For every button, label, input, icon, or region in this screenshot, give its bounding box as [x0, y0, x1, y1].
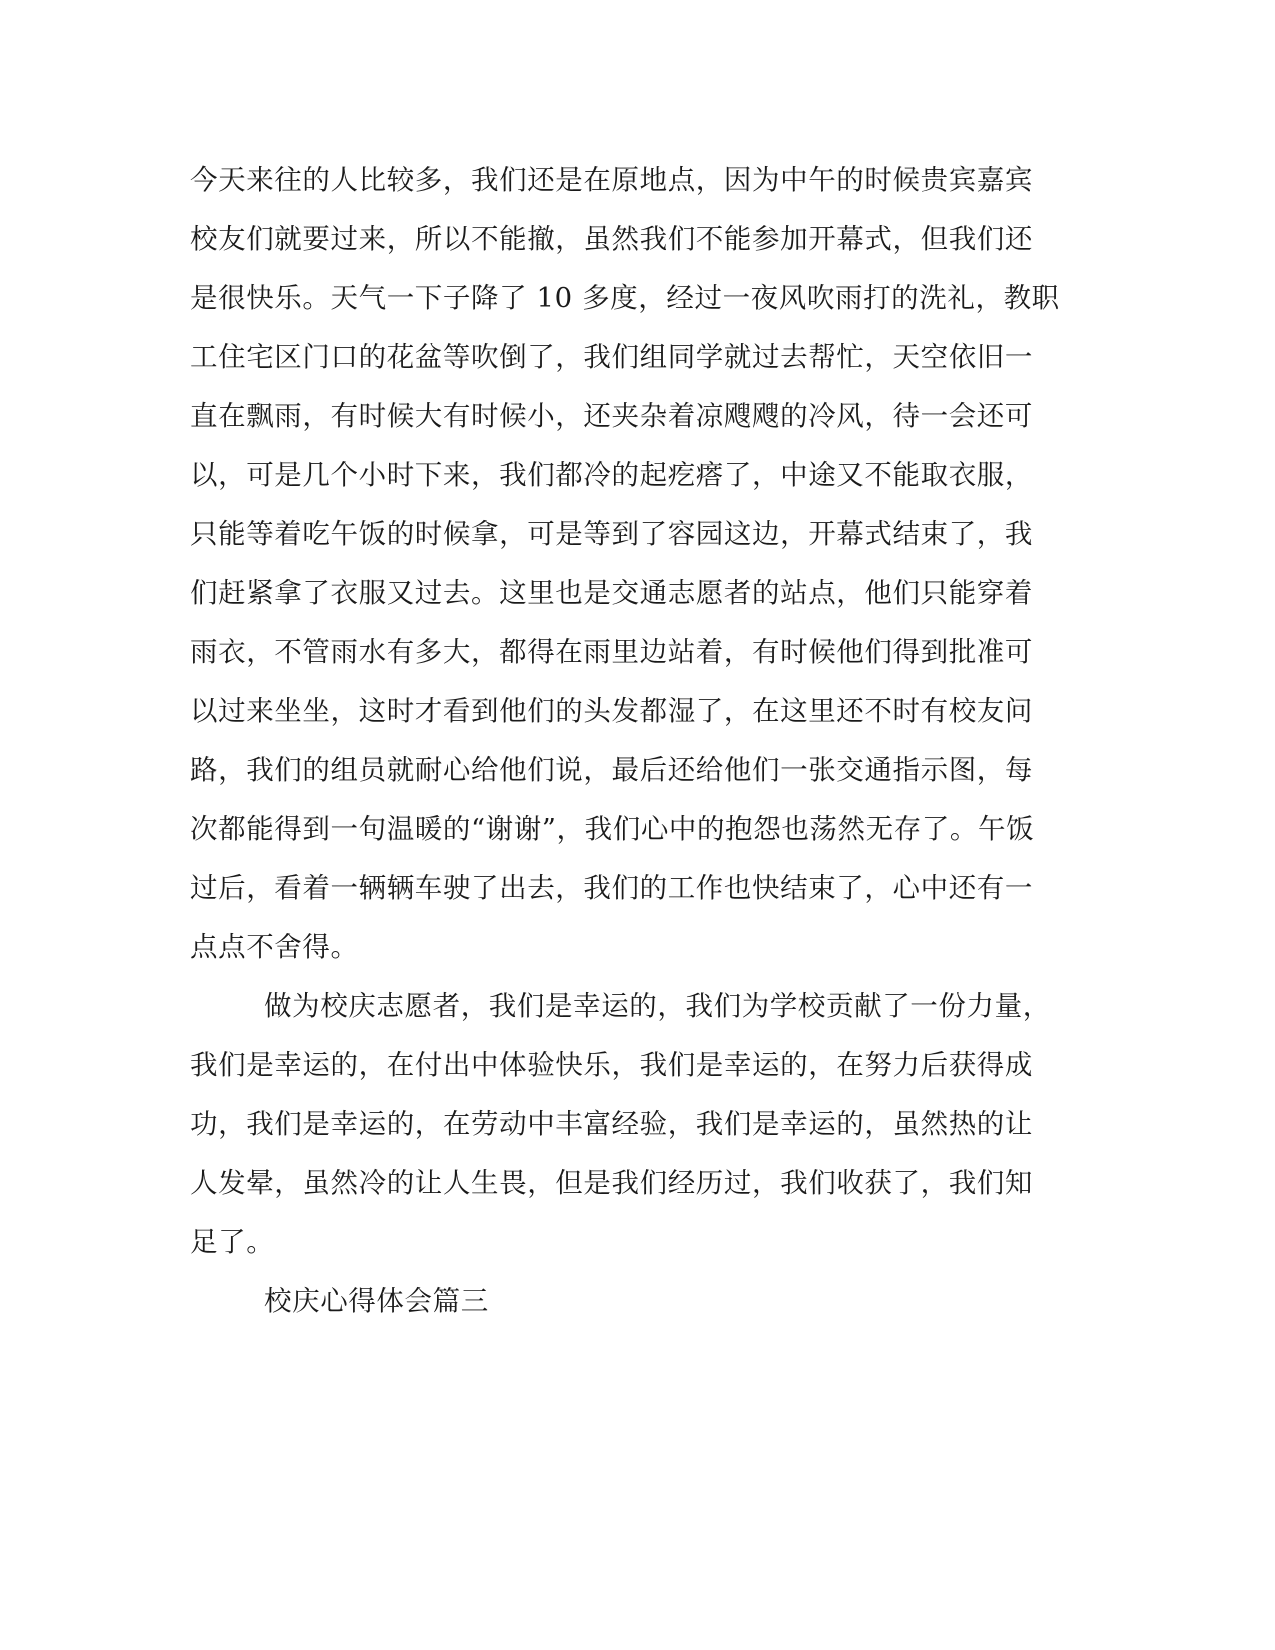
paragraph-line: 点点不舍得。: [190, 931, 359, 963]
paragraph-line: 校友们就要过来，所以不能撤，虽然我们不能参加开幕式，但我们还: [190, 223, 1033, 255]
paragraph-line: 是很快乐。天气一下子降了 10 多度，经过一夜风吹雨打的洗礼，教职: [190, 282, 1060, 314]
paragraph-line: 路，我们的组员就耐心给他们说，最后还给他们一张交通指示图，每: [190, 754, 1033, 786]
paragraph-line: 以，可是几个小时下来，我们都冷的起疙瘩了，中途又不能取衣服，: [190, 459, 1033, 491]
paragraph-line: 们赶紧拿了衣服又过去。这里也是交通志愿者的站点，他们只能穿着: [190, 577, 1033, 609]
paragraph-line: 工住宅区门口的花盆等吹倒了，我们组同学就过去帮忙，天空依旧一: [190, 341, 1033, 373]
paragraph-line: 次都能得到一句温暖的“谢谢”，我们心中的抱怨也荡然无存了。午饭: [190, 813, 1035, 845]
section-heading: 校庆心得体会篇三: [264, 1285, 489, 1317]
paragraph-line: 以过来坐坐，这时才看到他们的头发都湿了，在这里还不时有校友问: [190, 695, 1033, 727]
paragraph-line: 功，我们是幸运的，在劳动中丰富经验，我们是幸运的，虽然热的让: [190, 1108, 1033, 1140]
paragraph-line: 雨衣，不管雨水有多大，都得在雨里边站着，有时候他们得到批准可: [190, 636, 1033, 668]
paragraph-line: 足了。: [190, 1226, 275, 1258]
paragraph-line: 过后，看着一辆辆车驶了出去，我们的工作也快结束了，心中还有一: [190, 872, 1033, 904]
paragraph-line: 今天来往的人比较多，我们还是在原地点，因为中午的时候贵宾嘉宾: [190, 164, 1033, 196]
paragraph-line: 做为校庆志愿者，我们是幸运的，我们为学校贡献了一份力量，: [264, 990, 1051, 1022]
paragraph-line: 人发晕，虽然冷的让人生畏，但是我们经历过，我们收获了，我们知: [190, 1167, 1033, 1199]
paragraph-line: 直在飘雨，有时候大有时候小，还夹杂着凉飕飕的冷风，待一会还可: [190, 400, 1033, 432]
paragraph-line: 我们是幸运的，在付出中体验快乐，我们是幸运的，在努力后获得成: [190, 1049, 1033, 1081]
paragraph-line: 只能等着吃午饭的时候拿，可是等到了容园这边，开幕式结束了，我: [190, 518, 1033, 550]
